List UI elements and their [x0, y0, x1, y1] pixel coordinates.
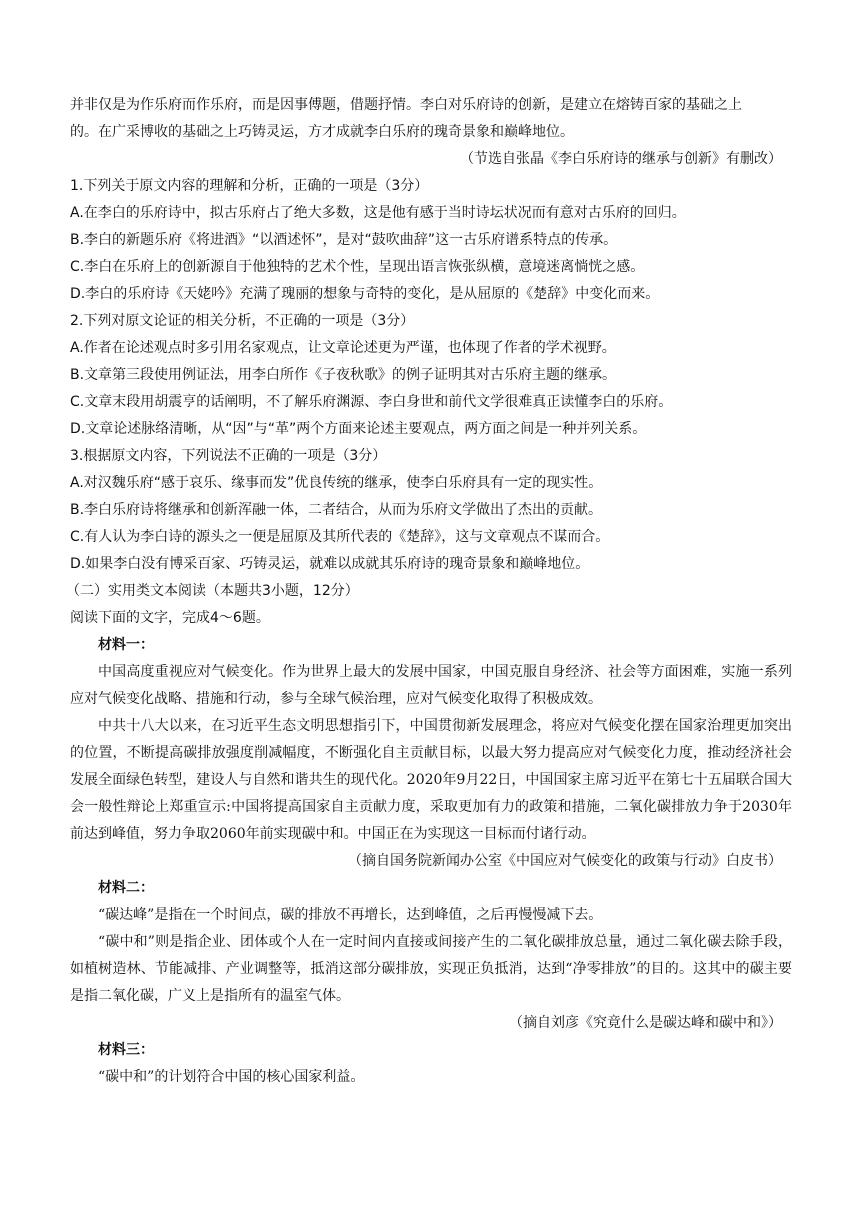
document-page	[66, 92, 792, 1091]
source-citation: （节选自张晶《李白乐府诗的继承与创新》有删改）	[460, 151, 782, 167]
question-stem: 3.根据原文内容，下列说法不正确的一项是（3分）	[70, 448, 387, 464]
passage-line: 的。在广采博收的基础之上巧铸灵运，方才成就李白乐府的瑰奇景象和巅峰地位。	[70, 124, 574, 140]
question-stem: 2.下列对原文论证的相关分析，不正确的一项是（3分）	[70, 313, 415, 329]
question-stem: 1.下列关于原文内容的理解和分析，正确的一项是（3分）	[70, 178, 429, 194]
answer-option: B.李白的新题乐府《将进酒》“以酒述怀”，是对“鼓吹曲辞”这一古乐府谱系特点的传承。	[70, 232, 618, 248]
answer-option: B.文章第三段使用例证法，用李白所作《子夜秋歌》的例子证明其对古乐府主题的继承。	[70, 367, 617, 383]
material-1-paragraph: 中共十八大以来，在习近平生态文明思想指引下，中国贯彻新发展理念，将应对气候变化摆在国家治理更加突出的位置，不断提高碳排放强度削减幅度，不断强化自主贡献目标，以最大努力提高应对气候变化力度，推动经济社会发展全面绿色转型，建设人与自然和谐共生的现代化。2020年9月22日，中国国家主席习近平在第七十五届联合国大会一般性辩论上郑重宣示:中国将提高国家自主贡献力度，采取更加有力的政策和措施，二氧化碳排放力争于2030年前达到峰值，努力争取2060年前实现碳中和。中国正在为实现这一目标而付诸行动。	[70, 718, 792, 842]
answer-option: B.李白乐府诗将继承和创新浑融一体，二者结合，从而为乐府文学做出了杰出的贡献。	[70, 502, 603, 518]
source-citation: （摘自刘彦《究竟什么是碳达峰和碳中和》）	[509, 1015, 782, 1031]
material-3-title: 材料三：	[98, 1042, 154, 1058]
passage-line: 并非仅是为作乐府而作乐府，而是因事傅题，借题抒情。李白对乐府诗的创新，是建立在熔铸百家的基础之上	[70, 97, 742, 113]
answer-option: A.对汉魏乐府“感于哀乐、缘事而发”优良传统的继承，使李白乐府具有一定的现实性。	[70, 475, 603, 491]
material-3-paragraph: “碳中和”的计划符合中国的核心国家利益。	[98, 1069, 365, 1085]
answer-option: A.在李白的乐府诗中，拟古乐府占了绝大多数，这是他有感于当时诗坛状况而有意对古乐府的回归。	[70, 205, 686, 221]
section-title: （二）实用类文本阅读（本题共3小题，12分）	[66, 583, 359, 599]
answer-option: C.有人认为李白诗的源头之一便是屈原及其所代表的《楚辞》，这与文章观点不谋而合。	[70, 529, 610, 545]
material-1-paragraph: 中国高度重视应对气候变化。作为世界上最大的发展中国家，中国克服自身经济、社会等方面困难，实施一系列应对气候变化战略、措施和行动，参与全球气候治理，应对气候变化取得了积极成效。	[70, 664, 792, 707]
section-instruction: 阅读下面的文字，完成4～6题。	[70, 610, 270, 626]
answer-option: D.李白的乐府诗《天姥吟》充满了瑰丽的想象与奇特的变化，是从屈原的《楚辞》中变化而来。	[70, 286, 660, 302]
answer-option: C.李白在乐府上的创新源自于他独特的艺术个性，呈现出语言恢张纵横，意境迷离惝恍之感。	[70, 259, 645, 275]
material-2-paragraph: “碳达峰”是指在一个时间点，碳的排放不再增长，达到峰值，之后再慢慢减下去。	[98, 907, 603, 923]
material-2-paragraph: “碳中和”则是指企业、团体或个人在一定时间内直接或间接产生的二氧化碳排放总量，通过二氧化碳去除手段，如植树造林、节能减排、产业调整等，抵消这部分碳排放，实现正负抵消，达到“净零排放”的目的。这其中的碳主要是指二氧化碳，广义上是指所有的温室气体。	[70, 934, 792, 1004]
material-2-title: 材料二：	[98, 880, 154, 896]
answer-option: C.文章末段用胡震亨的话阐明，不了解乐府渊源、李白身世和前代文学很难真正读懂李白的乐府。	[70, 394, 673, 410]
source-citation: （摘自国务院新闻办公室《中国应对气候变化的政策与行动》白皮书）	[348, 853, 782, 869]
answer-option: D.文章论述脉络清晰，从“因”与“革”两个方面来论述主要观点，两方面之间是一种并列关系。	[70, 421, 647, 437]
answer-option: A.作者在论述观点时多引用名家观点，让文章论述更为严谨，也体现了作者的学术视野。	[70, 340, 616, 356]
material-1-title: 材料一：	[98, 637, 154, 653]
answer-option: D.如果李白没有博采百家、巧铸灵运，就难以成就其乐府诗的瑰奇景象和巅峰地位。	[70, 556, 590, 572]
